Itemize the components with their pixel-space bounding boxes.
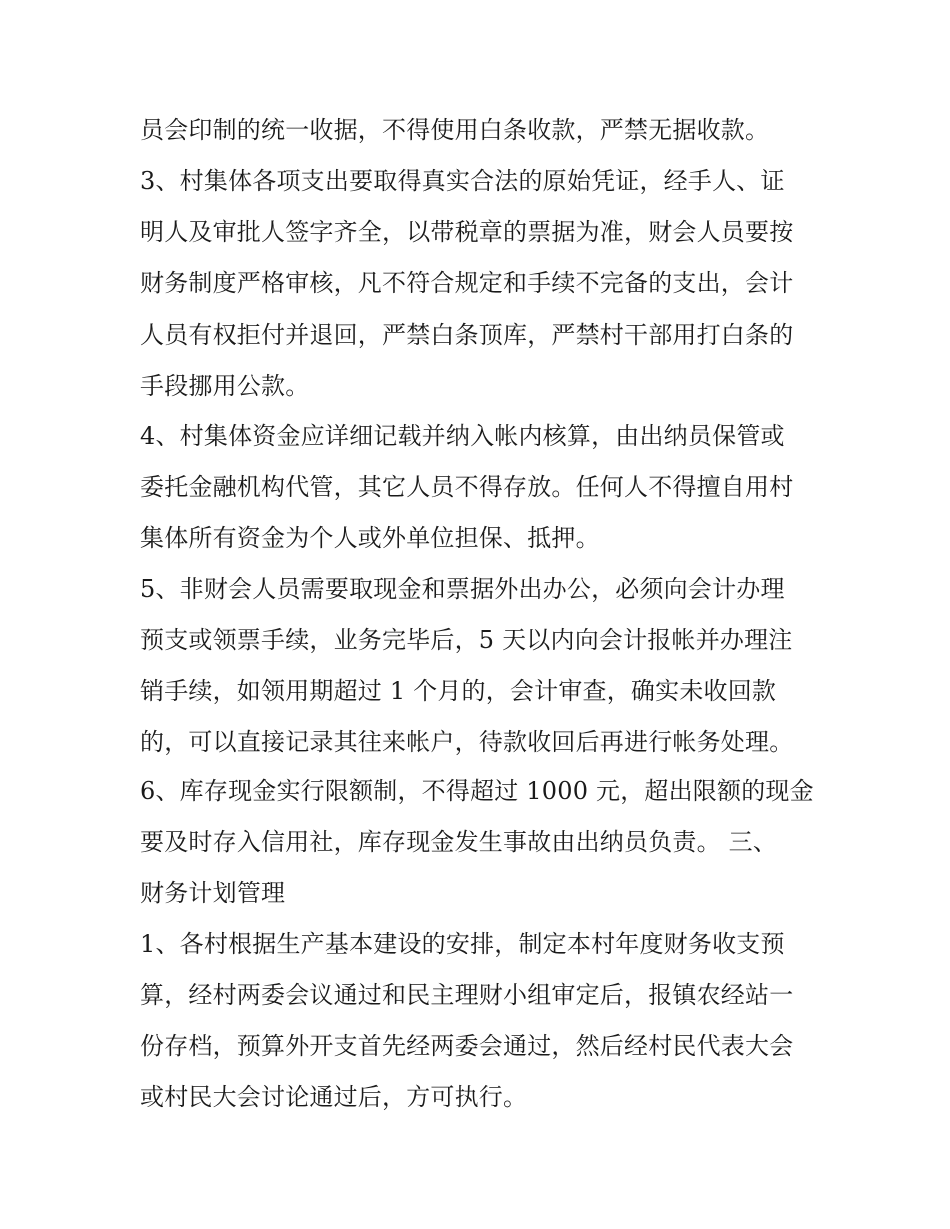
text-line: 要及时存入信用社，库存现金发生事故由出纳员负责。 三、 <box>140 828 778 856</box>
text-line: 人员有权拒付并退回，严禁白条顶库，严禁村干部用打白条的 <box>140 321 794 349</box>
text-line: 集体所有资金为个人或外单位担保、抵押。 <box>140 524 600 552</box>
text-line: 1、各村根据生产基本建设的安排，制定本村年度财务收支预 <box>140 930 785 958</box>
text-line: 预支或领票手续，业务完毕后，5 天以内向会计报帐并办理注 <box>140 626 793 654</box>
text-line: 5、非财会人员需要取现金和票据外出办公，必须向会计办理 <box>140 575 785 603</box>
text-line: 算，经村两委会议通过和民主理财小组审定后，报镇农经站一 <box>140 981 794 1009</box>
text-line: 3、村集体各项支出要取得真实合法的原始凭证，经手人、证 <box>140 167 785 195</box>
text-line: 份存档，预算外开支首先经两委会通过，然后经村民代表大会 <box>140 1032 794 1060</box>
text-line: 手段挪用公款。 <box>140 372 310 400</box>
text-line: 或村民大会讨论通过后，方可执行。 <box>140 1083 528 1111</box>
text-line: 的，可以直接记录其往来帐户，待款收回后再进行帐务处理。 <box>140 728 794 756</box>
text-line: 4、村集体资金应详细记载并纳入帐内核算，由出纳员保管或 <box>140 422 785 450</box>
text-line: 委托金融机构代管，其它人员不得存放。任何人不得擅自用村 <box>140 473 794 501</box>
text-line: 6、库存现金实行限额制，不得超过 1000 元，超出限额的现金 <box>140 777 814 805</box>
text-line: 明人及审批人签字齐全，以带税章的票据为准，财会人员要按 <box>140 218 794 246</box>
text-line: 销手续，如领用期超过 1 个月的，会计审查，确实未收回款 <box>140 677 777 705</box>
text-line: 员会印制的统一收据，不得使用白条收款，严禁无据收款。 <box>140 116 770 144</box>
text-line: 财务制度严格审核，凡不符合规定和手续不完备的支出，会计 <box>140 269 794 297</box>
text-line: 财务计划管理 <box>140 879 286 907</box>
